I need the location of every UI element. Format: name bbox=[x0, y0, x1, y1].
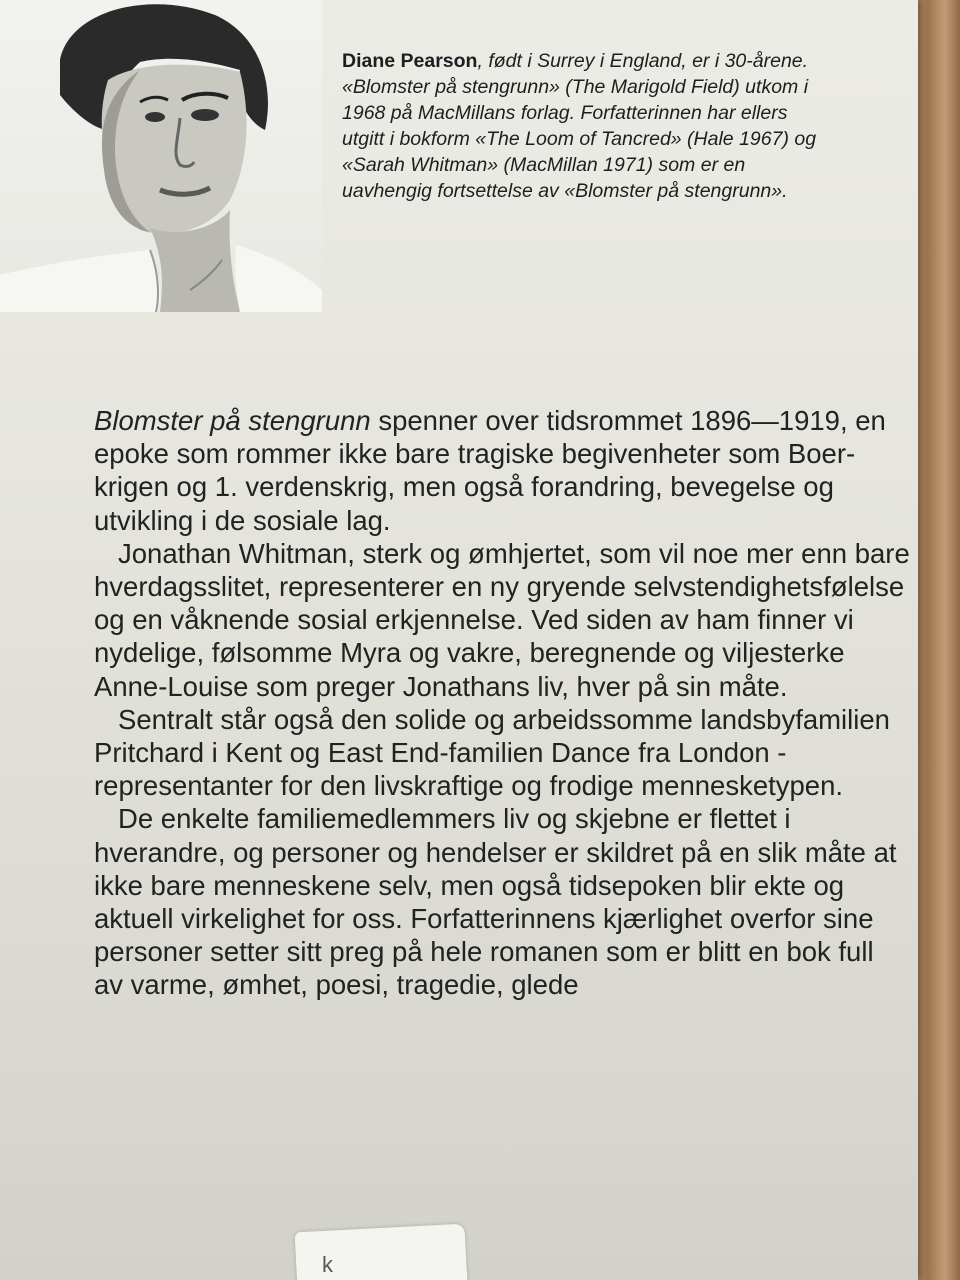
author-photo bbox=[0, 0, 322, 312]
author-bio bbox=[342, 48, 822, 204]
book-description bbox=[94, 404, 910, 1002]
sticker-letter: k bbox=[322, 1252, 333, 1277]
description-paragraph-2: Jonathan Whitman, sterk og ømhjertet, som vil noe mer enn bare hverdagsslitet, representerer en ny gryende selvstendighetsfølelse og en våknende sosial erkjennelse. Ved siden av ham finner vi nydelige, følsomme Myra og vakre, beregnende og viljesterke Anne-Louise som preger Jonathans liv, hver på sin måte. bbox=[94, 537, 910, 702]
author-bio-text: , født i Surrey i England, er i 30-årene. «Blomster på stengrunn» (The Marigold Field) utkom i 1968 på MacMillans forlag. Forfatterinnen har ellers utgitt i bokform «The Loom of Tancred» (Hale 1967) og «Sarah Whitman» (MacMillan 1971) som er en uavhengig fortsettelse av «Blomster på stengrunn». bbox=[342, 50, 817, 202]
description-paragraph-4: De enkelte familiemedlemmers liv og skjebne er flettet i hverandre, og personer og hendelser er skildret på en slik måte at ikke bare menneskene selv, men også tidsepoken blir ekte og aktuell virkelighet for oss. Forfatterinnens kjærlighet overfor sine personer setter sitt preg på hele romanen som er blitt en bok full av varme, ømhet, poesi, tragedie, glede bbox=[94, 803, 897, 1001]
torn-sticker bbox=[295, 1224, 468, 1280]
description-paragraph-1 bbox=[94, 404, 910, 537]
description-paragraph-1-text: spenner over tidsrommet 1896—1919, en epoke som rommer ikke bare tragiske begivenheter som Boer-krigen og 1. verdenskrig, men også forandring, bevegelse og utvikling i de sosiale lag. bbox=[94, 405, 886, 536]
author-portrait-image bbox=[0, 0, 322, 312]
description-paragraph-3: Sentralt står også den solide og arbeidssomme landsbyfamilien Pritchard i Kent og East End-familien Dance fra London - representanter for den livskraftige og frodige mennesketypen. bbox=[94, 703, 890, 802]
author-name: Diane Pearson bbox=[342, 50, 478, 72]
book-title-italic: Blomster på stengrunn bbox=[94, 405, 371, 436]
